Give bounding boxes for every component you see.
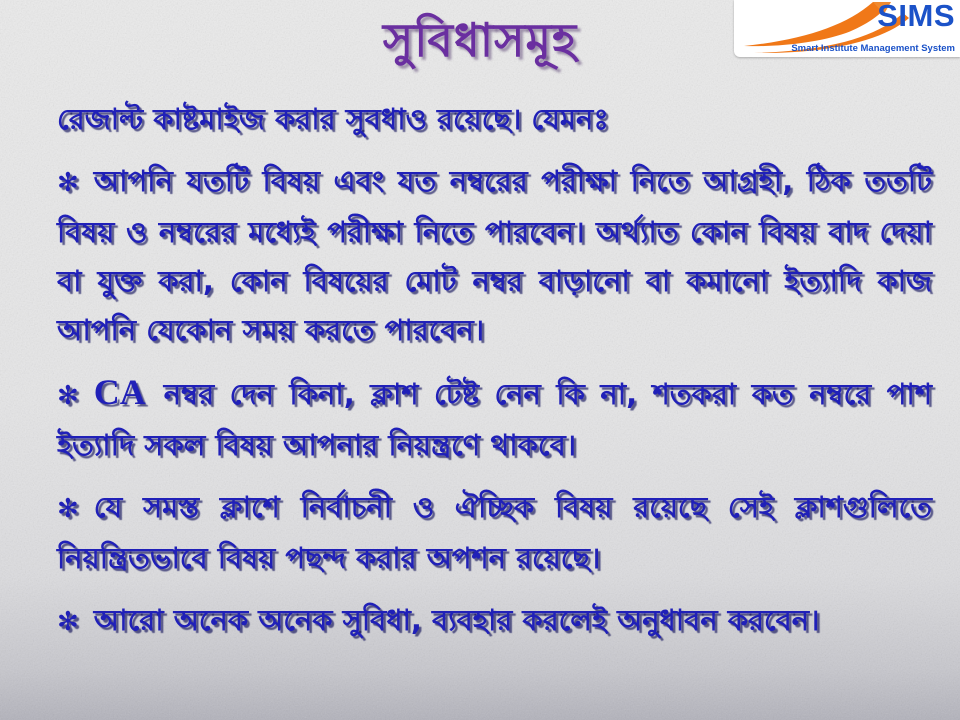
bullet-item bbox=[57, 596, 932, 647]
bullet-text: আপনি যতটি বিষয় এবং যত নম্বরের পরীক্ষা নিতে আগ্রহী, ঠিক ততটি বিষয় ও নম্বরের মধ্যেই পরীক্ষা নিতে পারবেন। অর্থ্যাত কোন বিষয় বাদ দেয়া বা যুক্ত করা, কোন বিষয়ের মোট নম্বর বাড়ানো বা কমানো ইত্যাদি কাজ আপনি যেকোন সময় করতে পারবেন। bbox=[57, 164, 932, 347]
slide-body bbox=[57, 95, 932, 660]
bullet-item bbox=[57, 483, 932, 583]
intro-paragraph bbox=[57, 95, 932, 144]
asterisk-bullet-icon: ✻ bbox=[57, 381, 79, 411]
logo-acronym: SIMS bbox=[877, 0, 955, 33]
asterisk-bullet-icon: ✻ bbox=[57, 607, 79, 637]
sims-logo bbox=[734, 0, 960, 57]
bullet-text: আরো অনেক অনেক সুবিধা, ব্যবহার করলেই অনুধাবন করবেন। bbox=[93, 603, 820, 637]
asterisk-bullet-icon: ✻ bbox=[57, 168, 79, 198]
bullet-text: যে সমস্ত ক্লাশে নির্বাচনী ও ঐচ্ছিক বিষয় রয়েছে সেই ক্লাশগুলিতে নিয়ন্ত্রিতভাবে বিষয় পছন্দ করার অপশন রয়েছে। bbox=[57, 490, 932, 575]
asterisk-bullet-icon: ✻ bbox=[57, 494, 79, 524]
intro-text: রেজাল্ট কাষ্টমাইজ করার সুবধাও রয়েছে। যেমনঃ bbox=[57, 102, 609, 136]
bullet-text: নম্বর দেন কিনা, ক্লাশ টেষ্ট নেন কি না, শতকরা কত নম্বরে পাশ ইত্যাদি সকল বিষয় আপনার নিয়ন্ত্রণে থাকবে। bbox=[57, 377, 932, 462]
bullet-item bbox=[57, 157, 932, 355]
logo-tagline: Smart Institute Management System bbox=[791, 43, 955, 54]
bullet-latin-prefix: CA bbox=[93, 372, 146, 412]
bullet-item bbox=[57, 368, 932, 470]
page-title: সুবিধাসমূহ bbox=[382, 13, 578, 67]
